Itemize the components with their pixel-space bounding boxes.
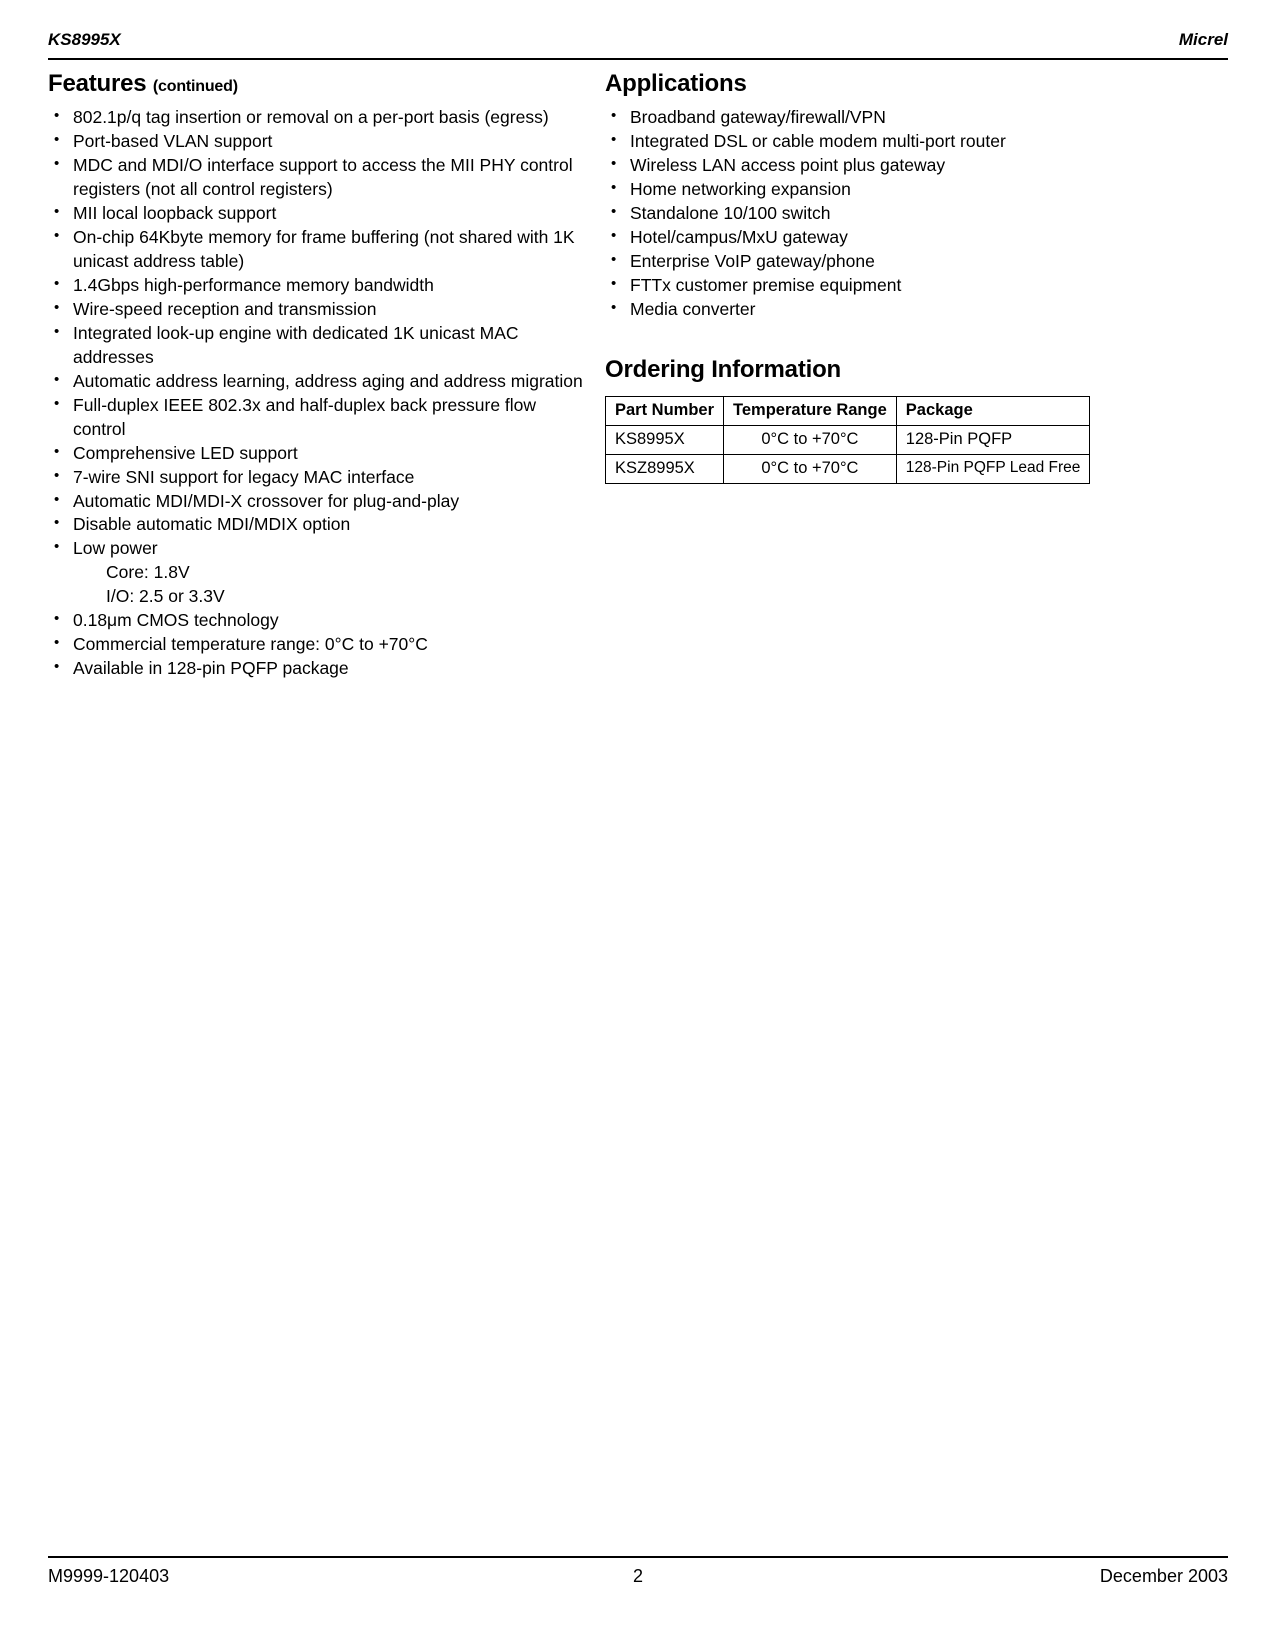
list-item: • 0.18μm CMOS technology	[48, 609, 593, 633]
list-item: • Disable automatic MDI/MDIX option	[48, 513, 593, 537]
low-power-label: Low power	[73, 538, 158, 559]
cell-part-number: KSZ8995X	[606, 454, 724, 483]
cell-temperature-range: 0°C to +70°C	[724, 454, 897, 483]
list-item: • Standalone 10/100 switch	[605, 202, 1130, 226]
list-item: • Full-duplex IEEE 802.3x and half-duplex back pressure flow control	[48, 394, 593, 442]
applications-list	[605, 106, 1130, 322]
ordering-information-table	[605, 396, 1090, 484]
list-item: • Commercial temperature range: 0°C to +70°C	[48, 633, 593, 657]
list-item: • Automatic MDI/MDI-X crossover for plug-and-play	[48, 490, 593, 514]
list-item: • 802.1p/q tag insertion or removal on a per-port basis (egress)	[48, 106, 593, 130]
page-header	[48, 30, 1228, 50]
list-item: • Port-based VLAN support	[48, 130, 593, 154]
table-header-row	[606, 396, 1090, 425]
footer-page-number: 2	[632, 1566, 643, 1586]
list-item: • Available in 128-pin PQFP package	[48, 657, 593, 681]
list-item: • MDC and MDI/O interface support to access the MII PHY control registers (not all control registers)	[48, 154, 593, 202]
list-item: • Automatic address learning, address aging and address migration	[48, 370, 593, 394]
cell-part-number: KS8995X	[606, 425, 724, 454]
features-heading	[48, 70, 593, 98]
list-item: • On-chip 64Kbyte memory for frame buffering (not shared with 1K unicast address table)	[48, 226, 593, 274]
list-item: • MII local loopback support	[48, 202, 593, 226]
list-item: • Integrated DSL or cable modem multi-port router	[605, 130, 1130, 154]
list-item: • Broadband gateway/firewall/VPN	[605, 106, 1130, 130]
list-item: • Comprehensive LED support	[48, 442, 593, 466]
ordering-heading: Ordering Information	[605, 355, 842, 383]
list-item: • Enterprise VoIP gateway/phone	[605, 250, 1130, 274]
header-part-number: KS8995X	[48, 30, 121, 49]
footer-divider	[48, 1556, 1228, 1558]
table-row	[606, 454, 1090, 483]
features-heading-sub: (continued)	[152, 78, 238, 95]
table-row	[606, 425, 1090, 454]
header-company: Micrel	[1178, 30, 1228, 49]
list-item: • Hotel/campus/MxU gateway	[605, 226, 1130, 250]
applications-heading: Applications	[605, 70, 747, 97]
list-item: • FTTx customer premise equipment	[605, 274, 1130, 298]
features-column	[48, 70, 593, 681]
list-item: • Home networking expansion	[605, 178, 1130, 202]
list-item: • 1.4Gbps high-performance memory bandwidth	[48, 274, 593, 298]
list-item-low-power	[48, 537, 593, 609]
cell-temperature-range: 0°C to +70°C	[724, 425, 897, 454]
column-header-part-number: Part Number	[606, 396, 724, 425]
list-item: • Wire-speed reception and transmission	[48, 298, 593, 322]
features-list	[48, 106, 593, 681]
features-heading-text: Features	[48, 70, 147, 97]
list-item: • 7-wire SNI support for legacy MAC interface	[48, 466, 593, 490]
column-header-temperature-range: Temperature Range	[724, 396, 897, 425]
low-power-io: I/O: 2.5 or 3.3V	[106, 586, 225, 607]
applications-column	[605, 70, 1130, 484]
column-header-package: Package	[896, 396, 1090, 425]
low-power-core: Core: 1.8V	[106, 562, 190, 583]
list-item: • Media converter	[605, 298, 1130, 322]
footer-document-number: M9999-120403	[48, 1566, 170, 1586]
cell-package: 128-Pin PQFP	[896, 425, 1090, 454]
page-footer	[48, 1566, 1228, 1587]
list-item: • Wireless LAN access point plus gateway	[605, 154, 1130, 178]
header-divider	[48, 58, 1228, 60]
cell-package: 128-Pin PQFP Lead Free	[896, 454, 1090, 483]
list-item: • Integrated look-up engine with dedicated 1K unicast MAC addresses	[48, 322, 593, 370]
footer-date: December 2003	[1099, 1566, 1228, 1586]
